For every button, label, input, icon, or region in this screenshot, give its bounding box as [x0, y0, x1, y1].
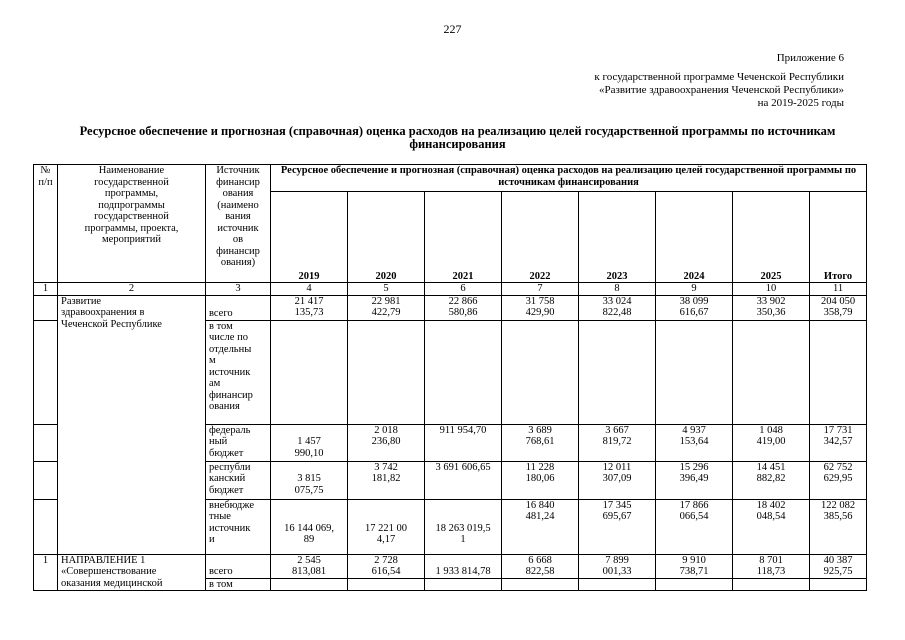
- value-cell: [425, 320, 502, 424]
- program-num-cell: [34, 499, 58, 554]
- header-year: 2025: [733, 192, 810, 283]
- value-cell: 21 417 135,73: [271, 295, 348, 320]
- program-total-row: [34, 295, 867, 320]
- program-num-cell: [34, 424, 58, 461]
- header-year: 2024: [656, 192, 733, 283]
- value-cell: 3 742 181,82: [348, 461, 425, 499]
- value-cell: 15 296 396,49: [656, 461, 733, 499]
- value-cell: 911 954,70: [425, 424, 502, 461]
- value-cell: 2 728 616,54: [348, 554, 425, 578]
- value-cell: 204 050 358,79: [810, 295, 867, 320]
- header-year: 2022: [502, 192, 579, 283]
- value-cell: [810, 578, 867, 591]
- column-number: 7: [502, 283, 579, 296]
- value-cell: [348, 578, 425, 591]
- page-number: 227: [443, 22, 462, 36]
- value-cell: 62 752 629,95: [810, 461, 867, 499]
- value-cell: 31 758 429,90: [502, 295, 579, 320]
- value-cell: 2 018 236,80: [348, 424, 425, 461]
- value-cell: 16 144 069, 89: [271, 499, 348, 554]
- value-cell: [502, 578, 579, 591]
- header-year: 2021: [425, 192, 502, 283]
- value-cell: 8 701 118,73: [733, 554, 810, 578]
- column-numbers-row: [34, 283, 867, 296]
- header-source: Источник финансир ования (наимено вания источник ов финансир ования): [206, 165, 271, 283]
- direction-total-row: [34, 554, 867, 578]
- header-year: 2023: [579, 192, 656, 283]
- source-label: в том числе по отдельны м источник ам финансир ования: [206, 320, 271, 424]
- value-cell: [656, 578, 733, 591]
- source-label: республи канский бюджет: [206, 461, 271, 499]
- value-cell: [502, 320, 579, 424]
- value-cell: 2 545 813,081: [271, 554, 348, 578]
- header-name: Наименование государственной программы, подпрограммы государственной программы, проекта, мероприятий: [58, 165, 206, 283]
- column-number: 10: [733, 283, 810, 296]
- appendix-program-ref: к государственной программе Чеченской Республики: [594, 71, 844, 83]
- source-label: федераль ный бюджет: [206, 424, 271, 461]
- column-number: 5: [348, 283, 425, 296]
- direction-name: НАПРАВЛЕНИЕ 1 «Совершенствование оказания медицинской: [58, 554, 206, 591]
- source-label: всего: [206, 554, 271, 578]
- value-cell: 38 099 616,67: [656, 295, 733, 320]
- value-cell: 3 667 819,72: [579, 424, 656, 461]
- value-cell: 16 840 481,24: [502, 499, 579, 554]
- program-num-cell: [34, 461, 58, 499]
- value-cell: 4 937 153,64: [656, 424, 733, 461]
- program-num-cell: [34, 320, 58, 424]
- appendix-program-name: «Развитие здравоохранения Чеченской Республики»: [598, 84, 844, 96]
- column-number: 3: [206, 283, 271, 296]
- value-cell: [810, 320, 867, 424]
- header-year: 2020: [348, 192, 425, 283]
- value-cell: [733, 578, 810, 591]
- value-cell: 14 451 882,82: [733, 461, 810, 499]
- value-cell: [656, 320, 733, 424]
- column-number: 11: [810, 283, 867, 296]
- value-cell: 33 024 822,48: [579, 295, 656, 320]
- appendix-label: Приложение 6: [776, 52, 844, 64]
- appendix-period: на 2019-2025 годы: [757, 97, 844, 109]
- column-number: 2: [58, 283, 206, 296]
- value-cell: 1 457 990,10: [271, 424, 348, 461]
- column-number: 4: [271, 283, 348, 296]
- value-cell: 1 048 419,00: [733, 424, 810, 461]
- table-header-row: [34, 165, 867, 192]
- value-cell: 6 668 822,58: [502, 554, 579, 578]
- source-label: в том: [206, 578, 271, 591]
- value-cell: 3 815 075,75: [271, 461, 348, 499]
- value-cell: 40 387 925,75: [810, 554, 867, 578]
- value-cell: 17 345 695,67: [579, 499, 656, 554]
- value-cell: 11 228 180,06: [502, 461, 579, 499]
- source-label: всего: [206, 295, 271, 320]
- value-cell: [733, 320, 810, 424]
- program-num-cell: [34, 295, 58, 320]
- value-cell: 33 902 350,36: [733, 295, 810, 320]
- column-number: 8: [579, 283, 656, 296]
- direction-num: 1: [34, 554, 58, 591]
- value-cell: [425, 578, 502, 591]
- value-cell: 122 082 385,56: [810, 499, 867, 554]
- header-year: 2019: [271, 192, 348, 283]
- value-cell: [579, 578, 656, 591]
- value-cell: [271, 320, 348, 424]
- value-cell: 17 866 066,54: [656, 499, 733, 554]
- value-cell: 22 866 580,86: [425, 295, 502, 320]
- column-number: 6: [425, 283, 502, 296]
- value-cell: 7 899 001,33: [579, 554, 656, 578]
- resource-table: [33, 164, 867, 591]
- header-total: Итого: [810, 192, 867, 283]
- value-cell: [271, 578, 348, 591]
- value-cell: 17 731 342,57: [810, 424, 867, 461]
- program-name: Развитие здравоохранения в Чеченской Республике: [58, 295, 206, 554]
- column-number: 9: [656, 283, 733, 296]
- value-cell: 3 691 606,65: [425, 461, 502, 499]
- column-number: 1: [34, 283, 58, 296]
- value-cell: 1 933 814,78: [425, 554, 502, 578]
- value-cell: 18 263 019,5 1: [425, 499, 502, 554]
- value-cell: 3 689 768,61: [502, 424, 579, 461]
- appendix-header: [594, 52, 844, 110]
- value-cell: 18 402 048,54: [733, 499, 810, 554]
- document-title: Ресурсное обеспечение и прогнозная (справочная) оценка расходов на реализацию целей государственной программы по источникам финансирования: [79, 124, 836, 151]
- header-group: Ресурсное обеспечение и прогнозная (справочная) оценка расходов на реализацию целей государственной программы по источникам финансирования: [271, 165, 867, 192]
- value-cell: 12 011 307,09: [579, 461, 656, 499]
- value-cell: [348, 320, 425, 424]
- value-cell: 17 221 00 4,17: [348, 499, 425, 554]
- value-cell: [579, 320, 656, 424]
- value-cell: 22 981 422,79: [348, 295, 425, 320]
- value-cell: 9 910 738,71: [656, 554, 733, 578]
- source-label: внебюдже тные источник и: [206, 499, 271, 554]
- header-num: № п/п: [34, 165, 58, 283]
